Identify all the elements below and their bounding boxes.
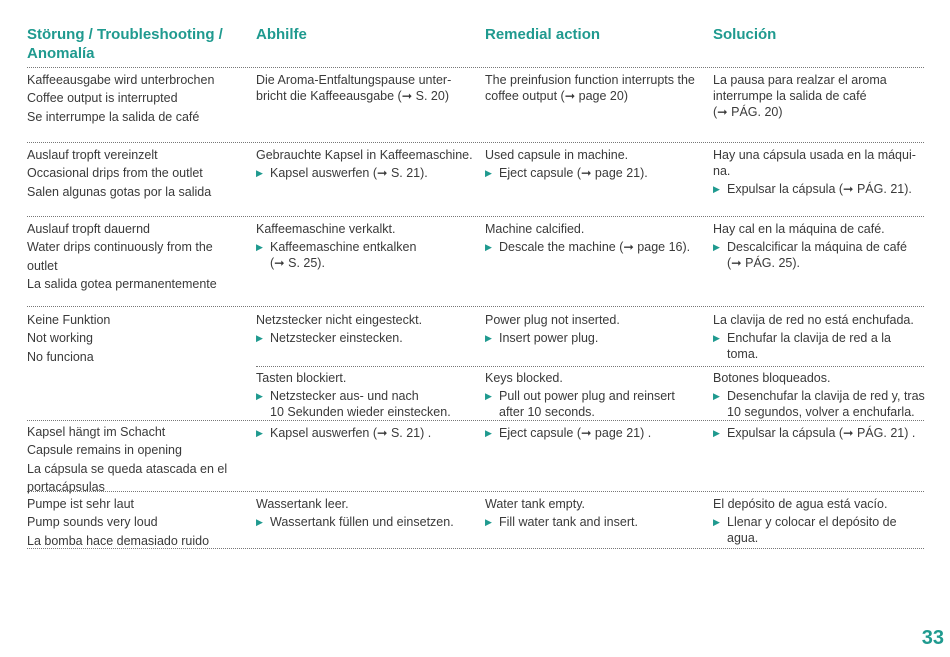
action-item — [713, 425, 928, 441]
header-troubleshooting — [27, 25, 223, 63]
problem-text: La salida gotea permanentemente — [27, 276, 217, 291]
action-text: (➞ S. 25). — [270, 256, 325, 270]
action-text: Desenchufar la clavija de red y, tras — [727, 389, 925, 403]
cause-text: Keys blocked. — [485, 371, 563, 385]
remedy-cell-es — [713, 312, 928, 362]
bullet-icon: ▶ — [256, 333, 263, 343]
action-text: after 10 seconds. — [499, 405, 595, 419]
action-item — [485, 425, 705, 441]
header-troubleshooting-line-1: Störung / Troubleshooting / — [27, 26, 223, 43]
bullet-icon: ▶ — [256, 391, 263, 401]
cause-text: Power plug not inserted. — [485, 313, 620, 327]
problem-text: Se interrumpe la salida de café — [27, 109, 200, 124]
action-item — [256, 330, 476, 346]
remedy-cell-es — [713, 147, 928, 197]
remedy-cell-es — [713, 72, 928, 120]
cause-text: Used capsule in machine. — [485, 148, 629, 162]
action-text: Netzstecker einstecken. — [270, 331, 403, 345]
cause-text: Gebrauchte Kapsel in Kaffeemaschine. — [256, 148, 473, 162]
action-text: Wassertank füllen und einsetzen. — [270, 515, 454, 529]
row-separator — [27, 216, 924, 217]
problem-cell — [27, 221, 247, 294]
bullet-icon: ▶ — [713, 242, 720, 252]
problem-text: La cápsula se queda atascada en el — [27, 461, 228, 476]
action-item — [713, 181, 928, 197]
header-troubleshooting-line-2: Anomalía — [27, 45, 95, 62]
problem-text: Pumpe ist sehr laut — [27, 497, 134, 511]
problem-text: La bomba hace demasiado ruido — [27, 533, 210, 548]
action-text: Kapsel auswerfen (➞ S. 21). — [270, 166, 428, 180]
header-solucion: Solución — [713, 26, 777, 43]
problem-text: Water drips continuously from the — [27, 240, 213, 255]
problem-cell — [27, 496, 247, 551]
action-item — [256, 239, 476, 271]
problem-text: Salen algunas gotas por la salida — [27, 184, 212, 199]
problem-text: Auslauf tropft dauernd — [27, 222, 150, 236]
bullet-icon: ▶ — [485, 428, 492, 438]
problem-text: Auslauf tropft vereinzelt — [27, 148, 158, 162]
bullet-icon: ▶ — [485, 391, 492, 401]
problem-text: Occasional drips from the outlet — [27, 166, 203, 181]
row-separator — [27, 142, 924, 143]
cause-text: (➞ PÁG. 20) — [713, 105, 783, 119]
action-item — [713, 239, 928, 271]
remedy-cell-de — [256, 221, 476, 271]
bullet-icon: ▶ — [256, 242, 263, 252]
action-text: Descale the machine (➞ page 16). — [499, 240, 691, 254]
row-separator — [256, 366, 924, 367]
problem-text: Pump sounds very loud — [27, 515, 158, 530]
bullet-icon: ▶ — [485, 242, 492, 252]
header-remedial-action: Remedial action — [485, 26, 601, 43]
remedy-cell-de — [256, 424, 476, 441]
cause-text: bricht die Kaffeeausgabe (➞ S. 20) — [256, 89, 449, 103]
action-text: Expulsar la cápsula (➞ PÁG. 21) . — [727, 426, 916, 440]
bullet-icon: ▶ — [256, 168, 263, 178]
row-separator — [27, 420, 924, 421]
action-item — [485, 330, 705, 346]
problem-text: Kapsel hängt im Schacht — [27, 425, 166, 439]
cause-text: Netzstecker nicht eingesteckt. — [256, 313, 423, 327]
action-item — [485, 165, 705, 181]
action-text: Eject capsule (➞ page 21). — [499, 166, 648, 180]
cause-text: Tasten blockiert. — [256, 371, 347, 385]
action-text: Enchufar la clavija de red a la — [727, 331, 891, 345]
remedy-cell-de — [256, 312, 476, 346]
cause-text: La clavija de red no está enchufada. — [713, 313, 914, 327]
bullet-icon: ▶ — [256, 428, 263, 438]
action-text: Pull out power plug and reinsert — [499, 389, 675, 403]
cause-text: Hay una cápsula usada en la máqui- — [713, 148, 916, 162]
bullet-icon: ▶ — [485, 517, 492, 527]
action-item — [713, 330, 928, 362]
cause-text: La pausa para realzar el aroma — [713, 73, 887, 87]
cause-text: Kaffeemaschine verkalkt. — [256, 222, 396, 236]
action-item — [256, 388, 476, 420]
cause-text: El depósito de agua está vacío. — [713, 497, 888, 511]
problem-cell — [27, 424, 247, 497]
action-item — [256, 425, 476, 441]
bullet-icon: ▶ — [713, 391, 720, 401]
problem-cell — [27, 72, 247, 127]
action-text: Kaffeemaschine entkalken — [270, 240, 417, 254]
row-separator — [27, 67, 924, 68]
row-separator — [27, 306, 924, 307]
remedy-cell-en — [485, 147, 705, 181]
remedy-cell-en — [485, 312, 705, 346]
bullet-icon: ▶ — [485, 333, 492, 343]
action-text: Eject capsule (➞ page 21) . — [499, 426, 652, 440]
action-text: Insert power plug. — [499, 331, 599, 345]
action-item — [713, 514, 928, 546]
remedy-cell-es — [713, 424, 928, 441]
remedy-cell-de — [256, 370, 476, 420]
action-item — [485, 388, 705, 420]
problem-text: No funciona — [27, 349, 94, 364]
action-text: Fill water tank and insert. — [499, 515, 638, 529]
cause-text: Machine calcified. — [485, 222, 585, 236]
action-item — [256, 514, 476, 530]
cause-text: Water tank empty. — [485, 497, 586, 511]
remedy-cell-de — [256, 147, 476, 181]
problem-text: Capsule remains in opening — [27, 443, 182, 458]
action-text: Expulsar la cápsula (➞ PÁG. 21). — [727, 182, 912, 196]
problem-cell — [27, 312, 247, 367]
remedy-cell-en — [485, 424, 705, 441]
problem-text: outlet — [27, 258, 58, 273]
action-text: Descalcificar la máquina de café — [727, 240, 907, 254]
cause-text: na. — [713, 164, 731, 178]
bullet-icon: ▶ — [256, 517, 263, 527]
action-text: Kapsel auswerfen (➞ S. 21) . — [270, 426, 432, 440]
bullet-icon: ▶ — [713, 184, 720, 194]
remedy-cell-en — [485, 370, 705, 420]
action-text: 10 Sekunden wieder einstecken. — [270, 405, 451, 419]
cause-text: Wassertank leer. — [256, 497, 349, 511]
cause-text: coffee output (➞ page 20) — [485, 89, 628, 103]
remedy-cell-en — [485, 221, 705, 255]
remedy-cell-en — [485, 496, 705, 530]
action-text: toma. — [727, 347, 759, 361]
problem-cell — [27, 147, 247, 202]
bullet-icon: ▶ — [713, 517, 720, 527]
problem-text: Keine Funktion — [27, 313, 111, 327]
cause-text: Botones bloqueados. — [713, 371, 831, 385]
cause-text: The preinfusion function interrupts the — [485, 73, 695, 87]
action-item — [485, 239, 705, 255]
page-number: 33 — [921, 627, 944, 649]
problem-text: Coffee output is interrupted — [27, 91, 178, 106]
action-item — [256, 165, 476, 181]
remedy-cell-de — [256, 72, 476, 104]
problem-text: portacápsulas — [27, 479, 105, 494]
action-item — [485, 514, 705, 530]
action-item — [713, 388, 928, 420]
cause-text: interrumpe la salida de café — [713, 89, 867, 103]
action-text: Netzstecker aus- und nach — [270, 389, 419, 403]
header-abhilfe: Abhilfe — [256, 26, 307, 43]
bullet-icon: ▶ — [485, 168, 492, 178]
remedy-cell-es — [713, 496, 928, 546]
bullet-icon: ▶ — [713, 428, 720, 438]
action-text: 10 segundos, volver a enchufarla. — [727, 405, 915, 419]
cause-text: Hay cal en la máquina de café. — [713, 222, 885, 236]
remedy-cell-en — [485, 72, 705, 104]
action-text: agua. — [727, 531, 759, 545]
problem-text: Kaffeeausgabe wird unterbrochen — [27, 73, 215, 87]
cause-text: Die Aroma-Entfaltungspause unter- — [256, 73, 452, 87]
action-text: Llenar y colocar el depósito de — [727, 515, 897, 529]
problem-text: Not working — [27, 331, 93, 346]
remedy-cell-de — [256, 496, 476, 530]
remedy-cell-es — [713, 221, 928, 271]
action-text: (➞ PÁG. 25). — [727, 256, 800, 270]
bullet-icon: ▶ — [713, 333, 720, 343]
remedy-cell-es — [713, 370, 928, 420]
